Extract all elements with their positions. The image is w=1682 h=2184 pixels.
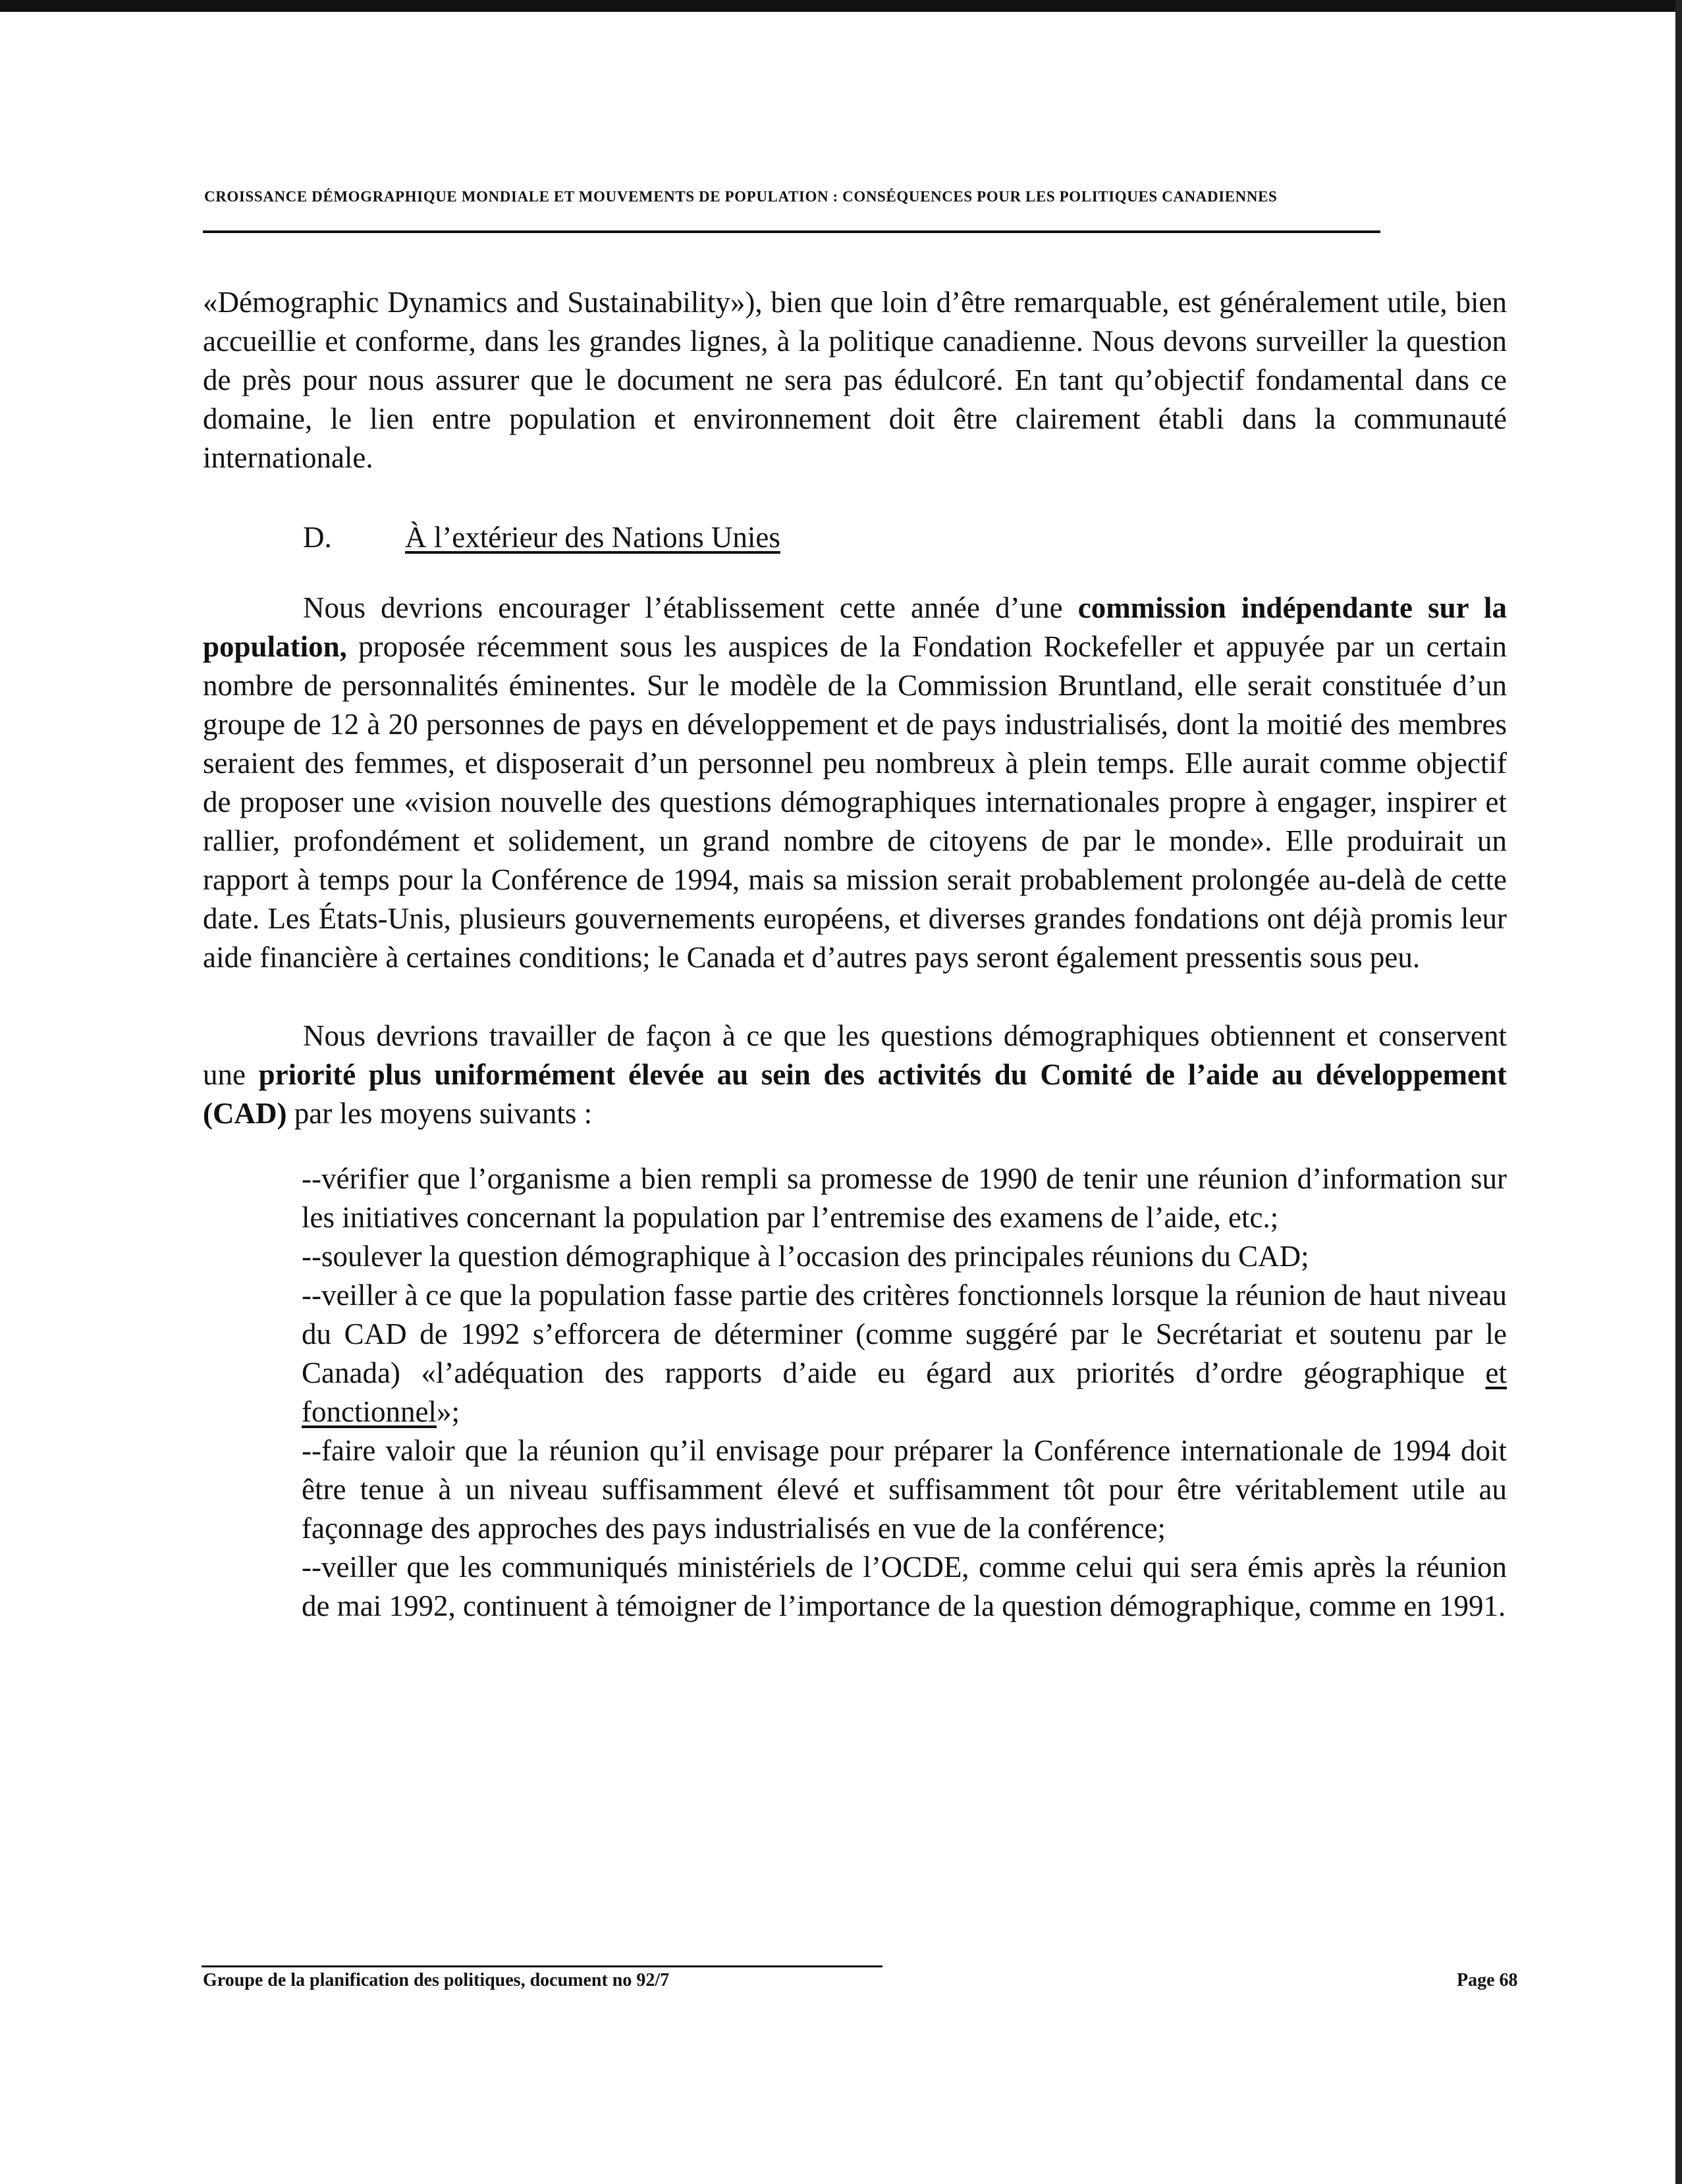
running-header: CROISSANCE DÉMOGRAPHIQUE MONDIALE ET MOUVEMENTS DE POPULATION : CONSÉQUENCES POUR LES POLITIQUES CANADIENNES bbox=[204, 188, 1278, 205]
list-item bbox=[302, 1276, 1507, 1431]
section-title: À l’extérieur des Nations Unies bbox=[405, 521, 780, 554]
list-item-underlined: et fonctionnel bbox=[302, 1356, 1507, 1428]
paragraph-3-bold: priorité plus uniformément élevée au sein des activités du Comité de l’aide au développement (CAD) bbox=[203, 1058, 1507, 1130]
list-item: --vérifier que l’organisme a bien rempli sa promesse de 1990 de tenir une réunion d’information sur les initiatives concernant la population par l’entremise des examens de l’aide, etc.; bbox=[302, 1162, 1507, 1234]
list-item-start: --veiller à ce que la population fasse partie des critères fonctionnels lorsque la réunion de haut niveau du CAD de 1992 s’efforcera de déterminer (comme suggéré par le Secrétariat et soutenu par le Canada) «l’adéquation des rapports d’aide eu égard aux priorités d’ordre géographique bbox=[302, 1279, 1507, 1389]
scan-top-edge bbox=[0, 0, 1682, 12]
footer-source: Groupe de la planification des politiques, document no 92/7 bbox=[203, 1970, 670, 1990]
paragraph-2-end: proposée récemment sous les auspices de la Fondation Rockefeller et appuyée par un certain nombre de personnalités éminentes. Sur le modèle de la Commission Bruntland, elle serait constituée d’un groupe de 12 à 20 personnes de pays en développement et de pays industrialisés, dont la moitié des membres seraient des femmes, et disposerait d’un personnel peu nombreux à plein temps. Elle aurait comme objectif de proposer une «vision nouvelle des questions démographiques internationales propre à engager, inspirer et rallier, profondément et solidement, un grand nombre de citoyens de par le monde». Elle produirait un rapport à temps pour la Conférence de 1994, mais sa mission serait probablement prolongée au-delà de cette date. Les États-Unis, plusieurs gouvernements européens, et diverses grandes fondations ont déjà promis leur aide financière à certaines conditions; le Canada et d’autres pays seront également pressentis sous peu. bbox=[203, 630, 1507, 974]
paragraph-3-end: par les moyens suivants : bbox=[286, 1097, 593, 1130]
paragraph-2-bold: commission indépendante sur la population, bbox=[203, 591, 1507, 663]
paragraph-2 bbox=[203, 589, 1507, 977]
header-rule bbox=[203, 230, 1380, 233]
page-number: Page 68 bbox=[1457, 1970, 1518, 1990]
list-item: --veiller que les communiqués ministériels de l’OCDE, comme celui qui sera émis après la réunion de mai 1992, continuent à témoigner de l’importance de la question démographique, comme en 1991. bbox=[302, 1551, 1507, 1622]
scan-right-edge bbox=[1675, 0, 1682, 2184]
list-item: --faire valoir que la réunion qu’il envisage pour préparer la Conférence internationale de 1994 doit être tenue à un niveau suffisamment élevé et suffisamment tôt pour être véritablement utile au façonnage des approches des pays industrialisés en vue de la conférence; bbox=[302, 1434, 1507, 1545]
paragraph-2-start: Nous devrions encourager l’établissement cette année d’une bbox=[303, 591, 1078, 624]
section-letter: D. bbox=[303, 521, 332, 554]
page-body bbox=[203, 283, 1507, 1626]
paragraph-3 bbox=[203, 1017, 1507, 1133]
paragraph-3-start: Nous devrions travailler de façon à ce que les questions démographiques obtiennent et conservent une bbox=[203, 1019, 1507, 1091]
paragraph-1: «Démographic Dynamics and Sustainability»), bien que loin d’être remarquable, est généralement utile, bien accueillie et conforme, dans les grandes lignes, à la politique canadienne. Nous devons surveiller la question de près pour nous assurer que le document ne sera pas édulcoré. En tant qu’objectif fondamental dans ce domaine, le lien entre population et environnement doit être clairement établi dans la communauté internationale. bbox=[203, 286, 1507, 474]
footer-rule bbox=[202, 1965, 882, 1967]
bullet-list bbox=[203, 1159, 1507, 1626]
section-heading bbox=[203, 518, 1507, 557]
list-item-end: »; bbox=[436, 1395, 460, 1428]
list-item: --soulever la question démographique à l’occasion des principales réunions du CAD; bbox=[302, 1240, 1309, 1273]
